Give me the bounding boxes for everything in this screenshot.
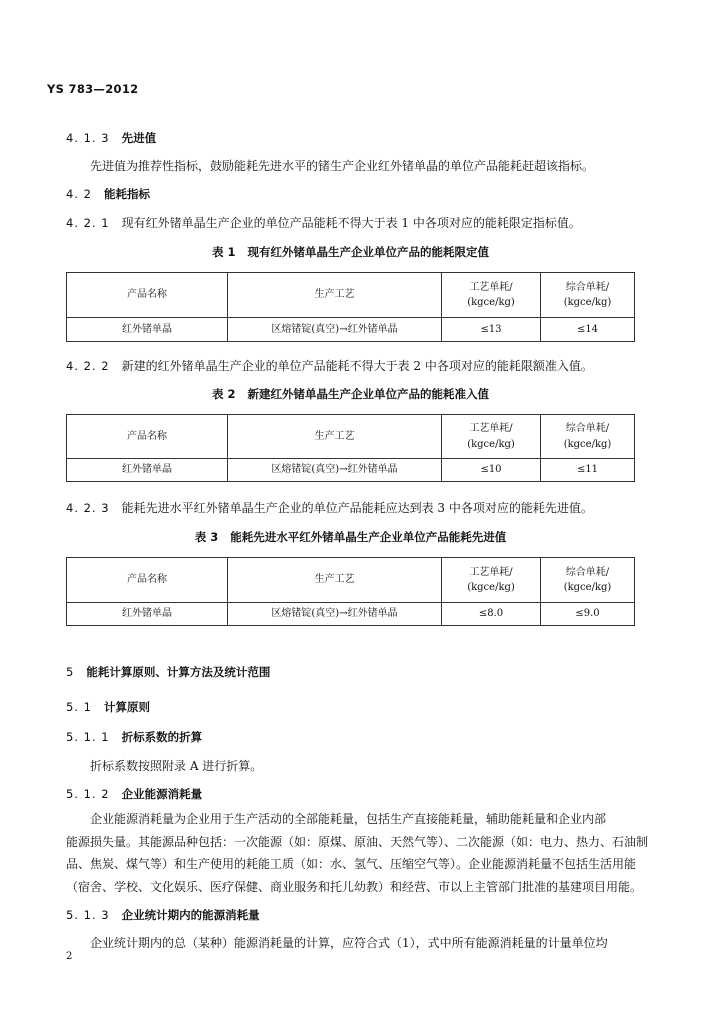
table-row xyxy=(67,318,635,342)
header-total-energy xyxy=(541,558,635,603)
heading-5-1 xyxy=(66,699,150,715)
table1 xyxy=(66,272,635,342)
section-number: 4. 1. 3 xyxy=(66,131,110,145)
table-header-row xyxy=(67,273,635,318)
header-process-energy-label: 工艺单耗/ xyxy=(469,566,513,578)
header-total-energy-unit: (kgce/kg) xyxy=(563,582,612,593)
heading-5-1-3 xyxy=(66,907,260,923)
section-number: 5. 1. 2 xyxy=(66,787,110,801)
header-product: 产品名称 xyxy=(67,558,228,603)
header-process-energy-label: 工艺单耗/ xyxy=(469,281,513,293)
para-4-2-2 xyxy=(66,357,593,374)
cell-process: 区熔锗锭(真空)→红外锗单晶 xyxy=(228,603,442,626)
header-process: 生产工艺 xyxy=(228,273,442,318)
section-title: 先进值 xyxy=(121,131,157,145)
heading-5-1-1 xyxy=(66,729,202,745)
table2-caption xyxy=(0,386,701,402)
cell-process-value: ≤8.0 xyxy=(442,603,541,626)
section-title: 折标系数的折算 xyxy=(121,730,203,744)
section-title: 能耗指标 xyxy=(103,187,150,201)
cell-process-value: ≤13 xyxy=(442,318,541,342)
table2 xyxy=(66,414,635,482)
section-number: 5. 1 xyxy=(66,700,92,714)
para-5-1-2-line1: 企业能源消耗量为企业用于生产活动的全部能耗量，包括生产直接能耗量，辅助能耗量和企业内部 xyxy=(90,812,607,826)
header-total-energy xyxy=(541,415,635,459)
cell-total-value: ≤11 xyxy=(541,459,635,482)
table-row xyxy=(67,459,635,482)
table-header-row xyxy=(67,415,635,459)
section-title: 计算原则 xyxy=(103,700,150,714)
cell-product: 红外锗单晶 xyxy=(67,318,228,342)
header-product: 产品名称 xyxy=(67,415,228,459)
cell-product: 红外锗单晶 xyxy=(67,459,228,482)
para-5-1-2-line4: （宿舍、学校、文化娱乐、医疗保健、商业服务和托儿幼教）和经营、市以上主管部门批准的基建项目用能。 xyxy=(66,880,643,894)
header-process-energy-label: 工艺单耗/ xyxy=(469,423,513,434)
header-total-energy-unit: (kgce/kg) xyxy=(563,297,612,308)
section-title: 企业统计期内的能源消耗量 xyxy=(121,908,260,922)
section-number: 4. 2. 3 xyxy=(66,501,110,515)
section-number: 4. 2. 2 xyxy=(66,359,110,373)
para-4-1-3: 先进值为推荐性指标，鼓励能耗先进水平的锗生产企业红外锗单晶的单位产品能耗赶超该指标。 xyxy=(90,159,595,173)
para-4-2-3 xyxy=(66,499,593,516)
header-process-energy-unit: (kgce/kg) xyxy=(467,297,515,308)
header-total-energy-label: 综合单耗/ xyxy=(565,281,610,293)
table-row xyxy=(67,603,635,626)
cell-total-value: ≤14 xyxy=(541,318,635,342)
header-product: 产品名称 xyxy=(67,273,228,318)
heading-4-2 xyxy=(66,186,150,202)
table1-caption-title: 现有红外锗单晶生产企业单位产品的能耗限定值 xyxy=(247,245,489,259)
table3-caption-title: 能耗先进水平红外锗单晶生产企业单位产品能耗先进值 xyxy=(230,530,507,544)
table1-caption xyxy=(0,244,701,260)
header-total-energy-label: 综合单耗/ xyxy=(565,423,610,434)
header-process-energy-unit: (kgce/kg) xyxy=(467,438,515,450)
cell-total-value: ≤9.0 xyxy=(541,603,635,626)
para-text: 能耗先进水平红外锗单晶生产企业的单位产品能耗应达到表 3 中各项对应的能耗先进值。 xyxy=(121,501,593,515)
table3 xyxy=(66,557,635,626)
header-process-energy xyxy=(442,415,541,459)
header-process: 生产工艺 xyxy=(228,558,442,603)
section-number: 4. 2 xyxy=(66,187,92,201)
section-number: 5. 1. 1 xyxy=(66,730,110,744)
header-process-energy xyxy=(442,558,541,603)
para-4-2-1 xyxy=(66,214,581,231)
standard-code: YS 783—2012 xyxy=(47,82,139,96)
para-5-1-3: 企业统计期内的总（某种）能源消耗量的计算，应符合式（1），式中所有能源消耗量的计量单位均 xyxy=(90,936,608,950)
header-total-energy-unit: (kgce/kg) xyxy=(563,438,612,450)
header-process-energy xyxy=(442,273,541,318)
heading-5 xyxy=(66,664,270,680)
table2-caption-number: 表 2 xyxy=(211,387,236,401)
cell-process: 区熔锗锭(真空)→红外锗单晶 xyxy=(228,318,442,342)
table-header-row xyxy=(67,558,635,603)
para-text: 现有红外锗单晶生产企业的单位产品能耗不得大于表 1 中各项对应的能耗限定指标值。 xyxy=(121,216,581,230)
header-total-energy xyxy=(541,273,635,318)
section-title: 企业能源消耗量 xyxy=(121,787,203,801)
heading-4-1-3 xyxy=(66,130,156,146)
para-5-1-1: 折标系数按照附录 A 进行折算。 xyxy=(90,759,263,773)
para-5-1-2-line3: 品、焦炭、煤气等）和生产使用的耗能工质（如：水、氢气、压缩空气等）。企业能源消耗量不包括生活用能 xyxy=(66,857,637,871)
table3-caption xyxy=(0,529,701,545)
section-number: 5 xyxy=(66,665,75,679)
page-number: 2 xyxy=(66,951,73,962)
table3-caption-number: 表 3 xyxy=(194,530,219,544)
cell-process: 区熔锗锭(真空)→红外锗单晶 xyxy=(228,459,442,482)
cell-product: 红外锗单晶 xyxy=(67,603,228,626)
header-process-energy-unit: (kgce/kg) xyxy=(467,582,515,593)
header-process: 生产工艺 xyxy=(228,415,442,459)
para-text: 新建的红外锗单晶生产企业的单位产品能耗不得大于表 2 中各项对应的能耗限额准入值。 xyxy=(121,359,593,373)
header-total-energy-label: 综合单耗/ xyxy=(565,566,610,578)
table1-caption-number: 表 1 xyxy=(211,245,236,259)
table2-caption-title: 新建红外锗单晶生产企业单位产品的能耗准入值 xyxy=(247,387,489,401)
section-number: 4. 2. 1 xyxy=(66,216,110,230)
section-number: 5. 1. 3 xyxy=(66,908,110,922)
heading-5-1-2 xyxy=(66,786,202,802)
section-title: 能耗计算原则、计算方法及统计范围 xyxy=(86,665,271,679)
cell-process-value: ≤10 xyxy=(442,459,541,482)
para-5-1-2-line2: 能源损失量。其能源品种包括：一次能源（如：原煤、原油、天然气等）、二次能源（如：电力、热力、石油制 xyxy=(66,835,649,849)
